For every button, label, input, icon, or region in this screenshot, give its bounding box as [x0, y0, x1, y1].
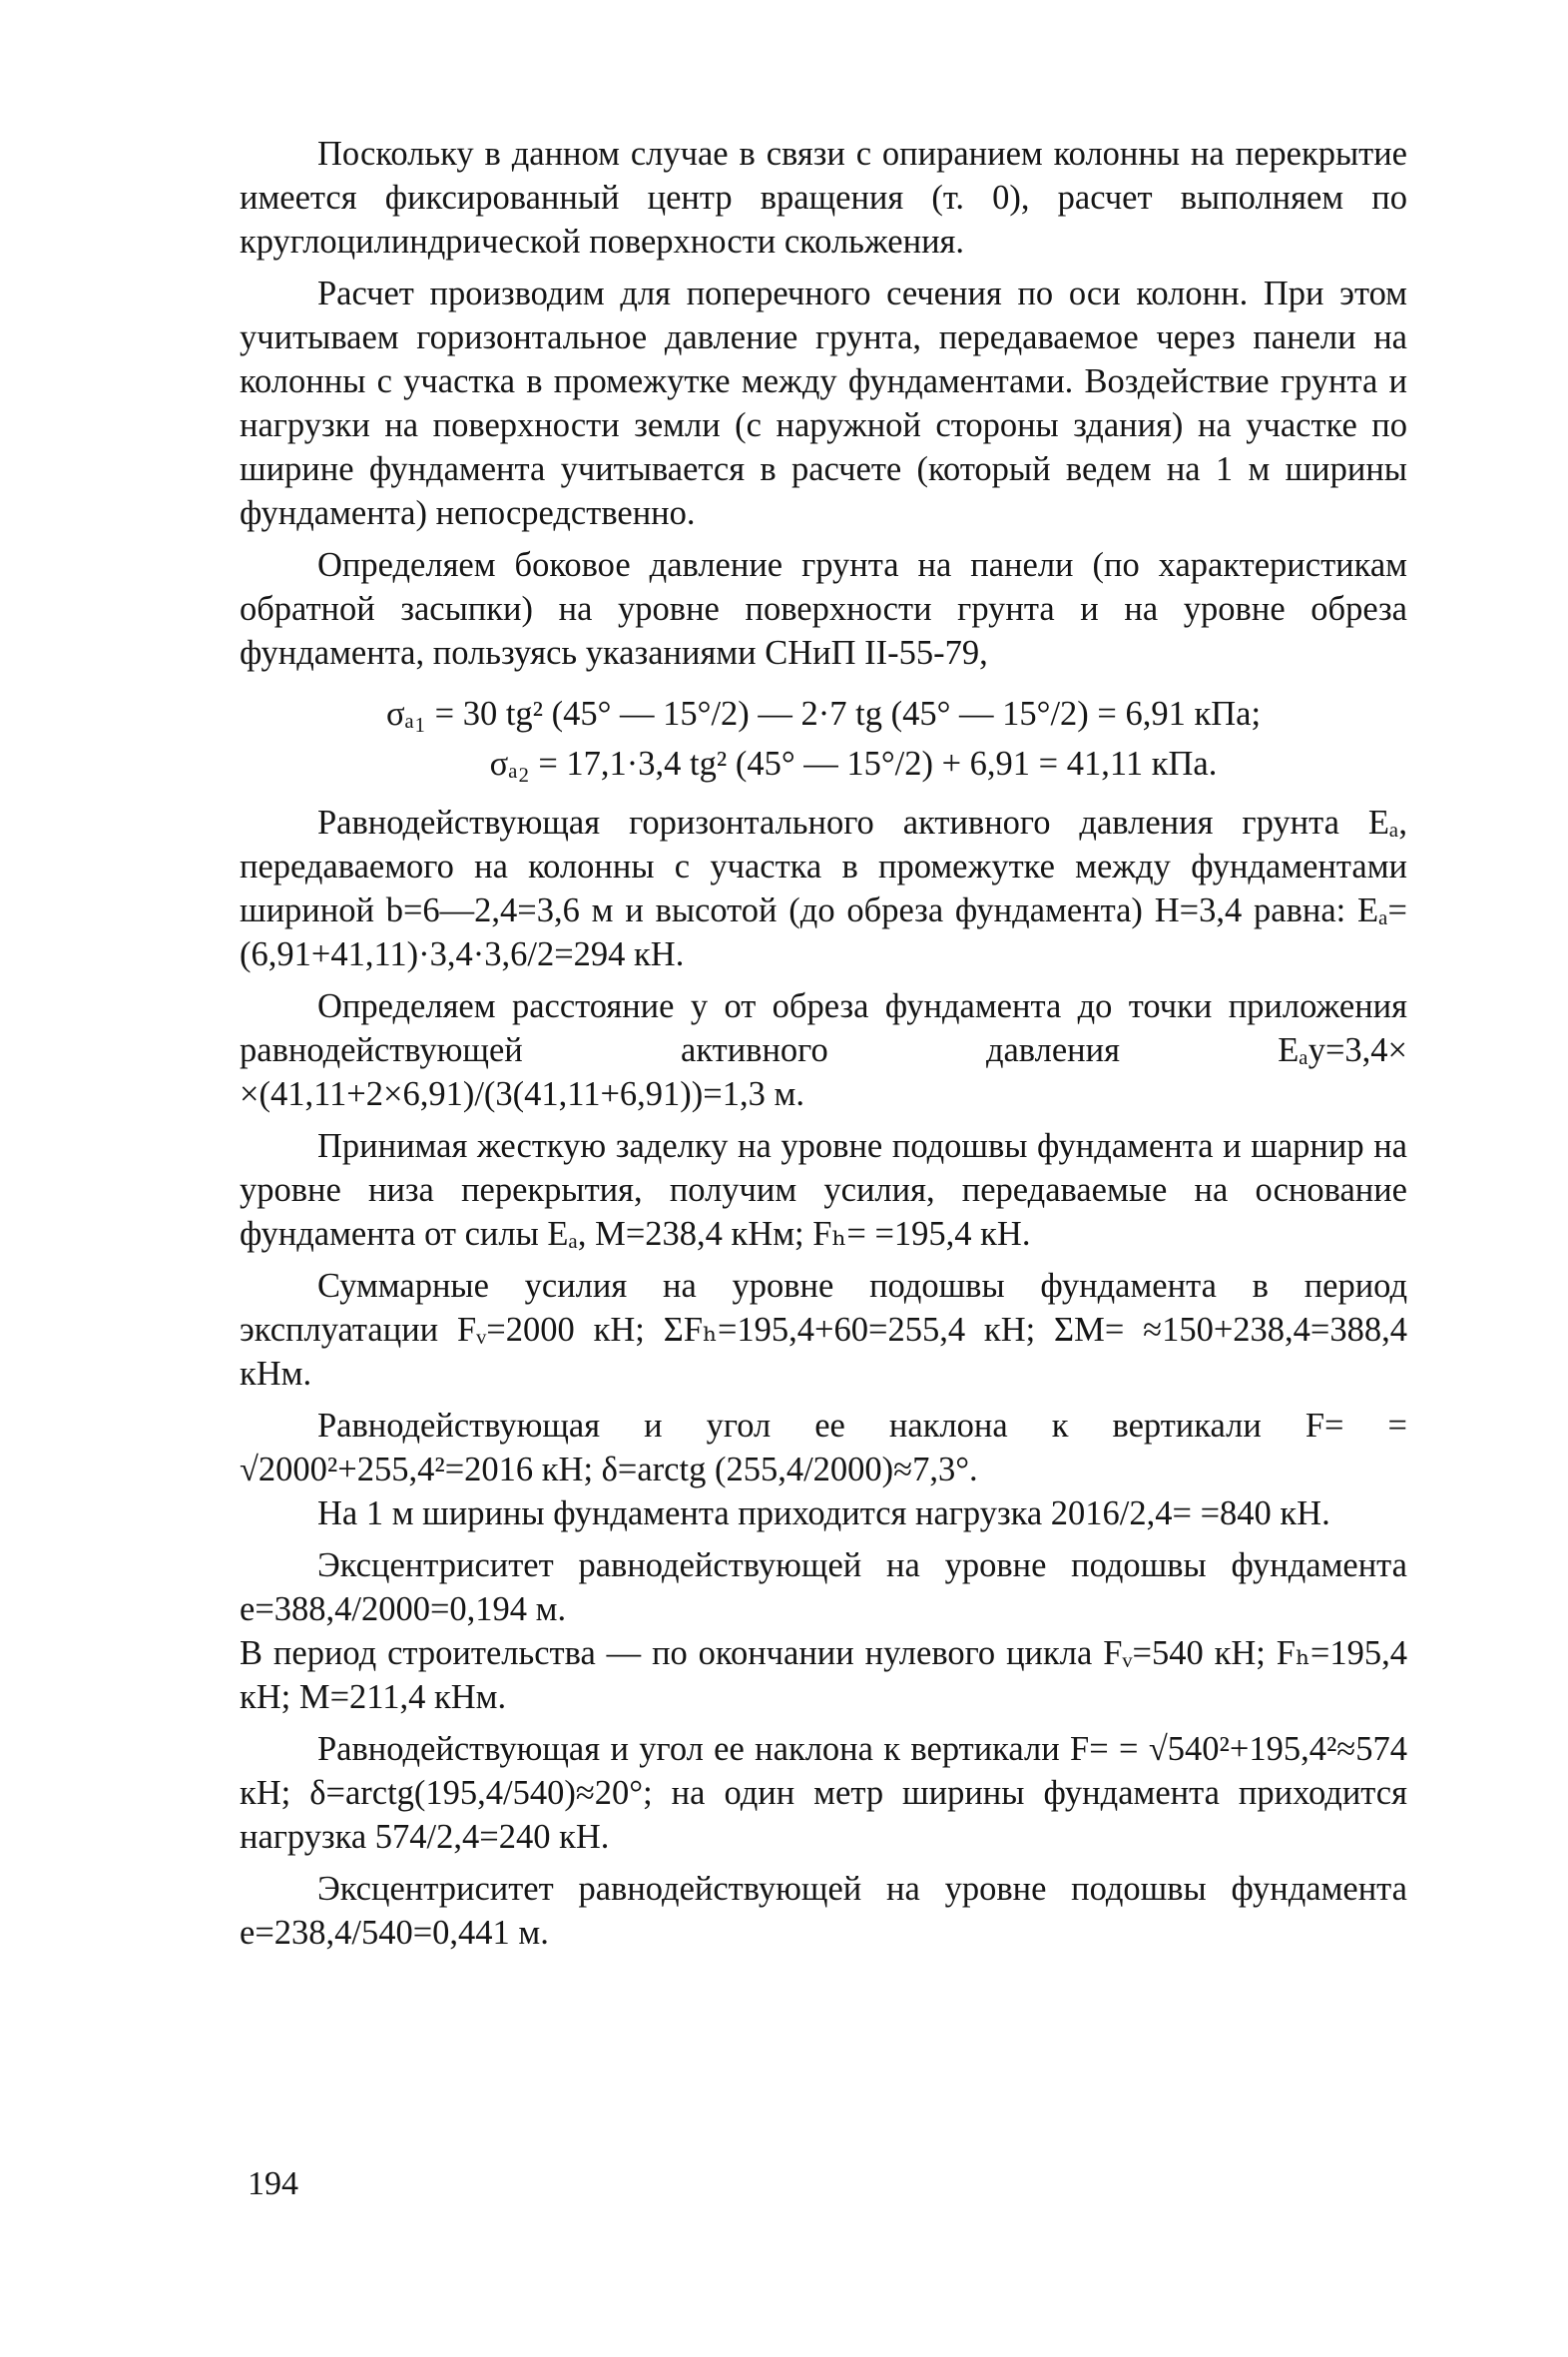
formula-block: [240, 689, 1407, 789]
paragraph-resultant-construction: Равнодействующая и угол ее наклона к вертикали F= = √540²+195,4²≈574 кН; δ=arctg(195,4/540)≈20°; на один метр ширины фундамента приходится нагрузка 574/2,4=240 кН.: [240, 1730, 1407, 1856]
formula-sigma-a1: σₐ₁ = 30 tg² (45° — 15°/2) — 2·7 tg (45° — 15°/2) = 6,91 кПа;: [385, 695, 1262, 733]
paragraph-construction-period: В период строительства — по окончании нулевого цикла Fᵥ=540 кН; Fₕ=195,4 кН; M=211,4 кНм.: [240, 1634, 1407, 1716]
paragraph-resultant-operation: Равнодействующая и угол ее наклона к вертикали F= = √2000²+255,4²=2016 кН; δ=arctg (255,4/2000)≈7,3°.: [240, 1407, 1407, 1488]
page-number: 194: [248, 2165, 298, 2202]
paragraph-rigid-fixing: Принимая жесткую заделку на уровне подошвы фундамента и шарнир на уровне низа перекрытия, получим усилия, передаваемые на основание фундамента от силы Eₐ, M=238,4 кНм; Fₕ= =195,4 кН.: [240, 1127, 1407, 1253]
paragraph-distance-y: Определяем расстояние y от обреза фундамента до точки приложения равнодействующей активного давления Eₐy=3,4× ×(41,11+2×6,91)/(3(41,11+6,91))=1,3 м.: [240, 987, 1407, 1113]
paragraph-calculation-section: Расчет производим для поперечного сечения по оси колонн. При этом учитываем горизонтальное давление грунта, передаваемое через панели на колонны с участка в промежутке между фундаментами. Воздействие грунта и нагрузки на поверхности земли (с наружной стороны здания) на участке по ширине фундамента учитывается в расчете (который ведем на 1 м ширины фундамента) непосредственно.: [240, 275, 1407, 532]
formula-sigma-a2: σₐ₂ = 17,1·3,4 tg² (45° — 15°/2) + 6,91 = 41,11 кПа.: [489, 745, 1218, 783]
paragraph-resultant-active-pressure: Равнодействующая горизонтального активного давления грунта Eₐ, передаваемого на колонны с участка в промежутке между фундаментами шириной b=6—2,4=3,6 м и высотой (до обреза фундамента) H=3,4 равна: Eₐ=(6,91+41,11)·3,4·3,6/2=294 кН.: [240, 804, 1407, 973]
paragraph-total-forces-operation: Суммарные усилия на уровне подошвы фундамента в период эксплуатации Fᵥ=2000 кН; ΣFₕ=195,4+60=255,4 кН; ΣM= ≈150+238,4=388,4 кНм.: [240, 1267, 1407, 1393]
paragraph-eccentricity-construction: Эксцентриситет равнодействующей на уровне подошвы фундамента e=238,4/540=0,441 м.: [240, 1870, 1407, 1952]
paragraph-lateral-pressure: Определяем боковое давление грунта на панели (по характеристикам обратной засыпки) на уровне поверхности грунта и на уровне обреза фундамента, пользуясь указаниями СНиП II-55-79,: [240, 546, 1407, 672]
paragraph-eccentricity-operation: Эксцентриситет равнодействующей на уровне подошвы фундамента e=388,4/2000=0,194 м.: [240, 1546, 1407, 1628]
paragraph-load-per-meter: На 1 м ширины фундамента приходится нагрузка 2016/2,4= =840 кН.: [317, 1494, 1330, 1532]
page-text: [240, 132, 1407, 1955]
paragraph-rotation-center: Поскольку в данном случае в связи с опиранием колонны на перекрытие имеется фиксированный центр вращения (т. 0), расчет выполняем по круглоцилиндрической поверхности скольжения.: [240, 135, 1407, 261]
